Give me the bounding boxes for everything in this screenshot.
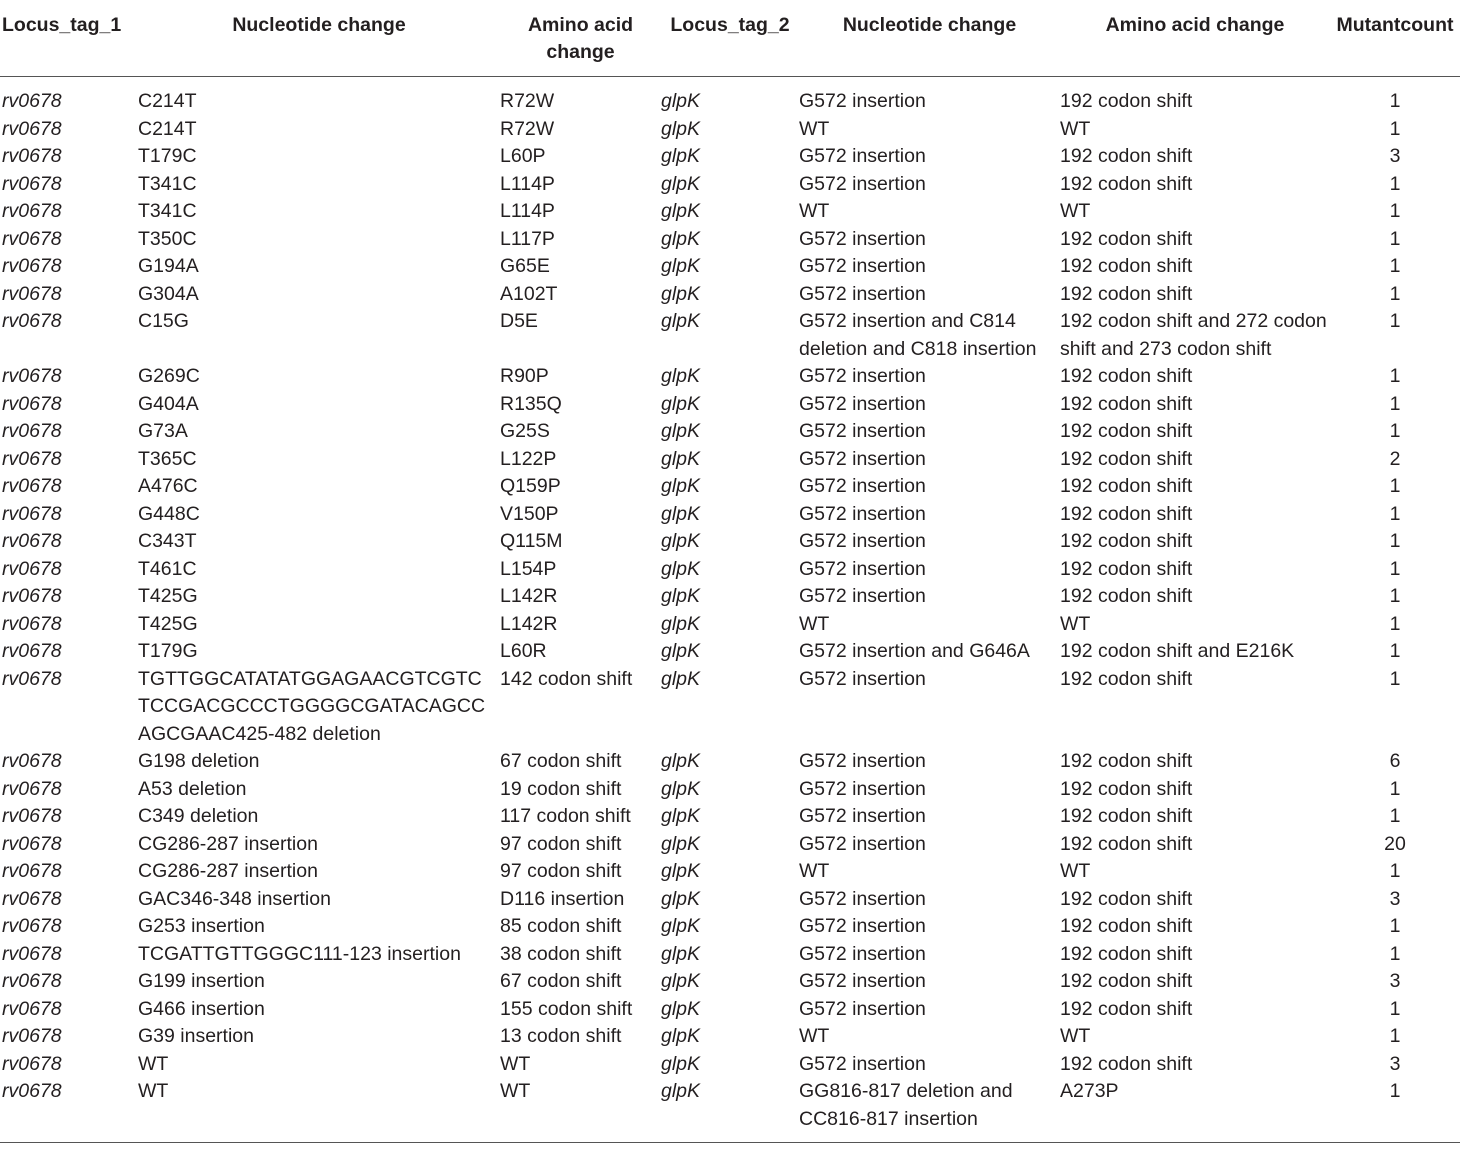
cell-mutant-count: 1 [1389,557,1401,580]
table-row [0,143,1460,171]
cell-nucleotide-change-1: T461C [138,557,197,580]
table-row [0,446,1460,474]
cell-amino-acid-change-2: A273P [1060,1080,1119,1102]
table-header [0,0,1460,77]
cell-locus-tag-2: glpK [661,255,701,277]
cell-nucleotide-change-1: A476C [138,475,198,497]
cell-locus-tag-1: rv0678 [2,942,62,965]
cell-amino-acid-change-2: 192 codon shift [1060,942,1193,965]
cell-mutant-count: 3 [1389,970,1401,992]
cell-nucleotide-change-2: G572 insertion [799,530,926,552]
cell-amino-acid-change-2: 192 codon shift [1060,832,1193,855]
cell-mutant-count: 1 [1389,777,1401,800]
cell-amino-acid-change-1: 155 codon shift [500,997,633,1020]
cell-mutant-count: 2 [1389,447,1401,470]
cell-nucleotide-change-2: G572 insertion [799,420,926,442]
cell-amino-acid-change-1: 19 codon shift [500,777,622,800]
cell-amino-acid-change-2: 192 codon shift [1060,392,1193,415]
cell-mutant-count: 1 [1389,805,1401,827]
cell-nucleotide-change-1: C343T [138,530,197,552]
table-row [0,666,1460,749]
cell-locus-tag-2: glpK [661,392,701,415]
table-row [0,583,1460,611]
cell-mutant-count: 1 [1389,942,1401,965]
cell-mutant-count: 1 [1389,172,1401,195]
cell-mutant-count: 1 [1389,612,1401,635]
cell-locus-tag-2: glpK [661,612,701,635]
cell-amino-acid-change-2: 192 codon shift [1060,475,1193,497]
table-row [0,198,1460,226]
cell-nucleotide-change-1: G304A [138,282,199,305]
cell-mutant-count: 1 [1389,310,1401,332]
cell-nucleotide-change-1: C349 deletion [138,805,259,827]
cell-mutant-count: 1 [1389,1080,1401,1102]
cell-locus-tag-1: rv0678 [2,640,62,662]
cell-mutant-count: 20 [1384,832,1406,855]
cell-locus-tag-2: glpK [661,640,701,662]
cell-locus-tag-2: glpK [661,970,701,992]
cell-mutant-count: 1 [1389,502,1401,525]
cell-locus-tag-1: rv0678 [2,475,62,497]
cell-nucleotide-change-2: G572 insertion [799,90,926,112]
cell-amino-acid-change-1: L60P [500,145,546,167]
cell-locus-tag-2: glpK [661,1025,701,1047]
cell-locus-tag-2: glpK [661,310,701,332]
cell-nucleotide-change-2: GG816-817 deletion and CC816-817 insertion [799,1080,1013,1130]
cell-locus-tag-1: rv0678 [2,392,62,415]
cell-locus-tag-2: glpK [661,942,701,965]
cell-amino-acid-change-1: 67 codon shift [500,970,622,992]
cell-nucleotide-change-1: G199 insertion [138,970,265,992]
cell-locus-tag-2: glpK [661,200,701,222]
cell-nucleotide-change-2: WT [799,860,830,882]
cell-amino-acid-change-1: V150P [500,502,559,525]
cell-amino-acid-change-2: 192 codon shift [1060,585,1193,607]
cell-nucleotide-change-2: G572 insertion [799,557,926,580]
cell-locus-tag-2: glpK [661,805,701,827]
cell-mutant-count: 1 [1389,997,1401,1020]
cell-locus-tag-2: glpK [661,997,701,1020]
cell-locus-tag-2: glpK [661,447,701,470]
table-row [0,1051,1460,1079]
table-row [0,473,1460,501]
cell-locus-tag-2: glpK [661,227,701,250]
cell-nucleotide-change-1: G39 insertion [138,1025,254,1047]
cell-mutant-count: 1 [1389,282,1401,305]
table-row [0,528,1460,556]
cell-locus-tag-1: rv0678 [2,227,62,250]
cell-amino-acid-change-1: L154P [500,557,557,580]
cell-nucleotide-change-1: GAC346-348 insertion [138,887,331,910]
cell-locus-tag-2: glpK [661,90,701,112]
cell-amino-acid-change-2: WT [1060,200,1091,222]
cell-amino-acid-change-1: G25S [500,420,550,442]
cell-amino-acid-change-2: WT [1060,1025,1091,1047]
cell-nucleotide-change-1: G194A [138,255,199,277]
cell-amino-acid-change-2: 192 codon shift [1060,530,1193,552]
cell-locus-tag-2: glpK [661,282,701,305]
table-row [0,501,1460,529]
cell-amino-acid-change-1: D116 insertion [500,887,625,910]
cell-locus-tag-2: glpK [661,777,701,800]
cell-amino-acid-change-2: 192 codon shift [1060,750,1193,772]
cell-amino-acid-change-1: R72W [500,90,555,112]
cell-locus-tag-2: glpK [661,117,701,140]
table-row [0,638,1460,666]
cell-locus-tag-1: rv0678 [2,90,62,112]
cell-nucleotide-change-2: G572 insertion and G646A [799,640,1030,662]
cell-amino-acid-change-1: D5E [500,310,538,332]
cell-amino-acid-change-2: 192 codon shift [1060,255,1193,277]
cell-locus-tag-1: rv0678 [2,365,62,387]
cell-amino-acid-change-1: 13 codon shift [500,1025,622,1047]
cell-locus-tag-1: rv0678 [2,255,62,277]
cell-nucleotide-change-1: G198 deletion [138,750,260,772]
cell-locus-tag-2: glpK [661,750,701,772]
cell-nucleotide-change-2: G572 insertion [799,832,926,855]
cell-amino-acid-change-1: 97 codon shift [500,860,622,882]
table-row [0,1078,1460,1143]
cell-locus-tag-2: glpK [661,860,701,882]
cell-mutant-count: 1 [1389,420,1401,442]
cell-mutant-count: 6 [1389,750,1401,772]
cell-nucleotide-change-1: T179C [138,145,197,167]
cell-nucleotide-change-2: G572 insertion [799,365,926,387]
cell-amino-acid-change-2: 192 codon shift [1060,1052,1193,1075]
table-row [0,913,1460,941]
header-amino-acid-change-1: Amino acid change [500,0,661,77]
cell-amino-acid-change-2: 192 codon shift [1060,365,1193,387]
header-row [0,0,1460,77]
cell-mutant-count: 3 [1389,145,1401,167]
cell-locus-tag-1: rv0678 [2,1025,62,1047]
cell-mutant-count: 1 [1389,227,1401,250]
header-nucleotide-change-1: Nucleotide change [138,0,500,77]
table-row [0,556,1460,584]
cell-mutant-count: 1 [1389,475,1401,497]
cell-nucleotide-change-1: T425G [138,612,198,635]
cell-nucleotide-change-1: G73A [138,420,188,442]
cell-locus-tag-2: glpK [661,667,701,690]
cell-locus-tag-1: rv0678 [2,557,62,580]
cell-amino-acid-change-1: Q115M [500,530,563,552]
cell-nucleotide-change-2: G572 insertion [799,392,926,415]
cell-nucleotide-change-1: A53 deletion [138,777,247,800]
table-row [0,996,1460,1024]
cell-locus-tag-2: glpK [661,530,701,552]
table-row [0,281,1460,309]
cell-nucleotide-change-2: G572 insertion [799,915,926,937]
cell-locus-tag-1: rv0678 [2,530,62,552]
cell-mutant-count: 1 [1389,200,1401,222]
header-locus-tag-1: Locus_tag_1 [0,0,138,77]
cell-nucleotide-change-2: G572 insertion and C814 deletion and C818 insertion [799,310,1037,360]
table-body [0,77,1460,1143]
table-row [0,363,1460,391]
cell-nucleotide-change-1: CG286-287 insertion [138,832,318,855]
cell-locus-tag-2: glpK [661,832,701,855]
cell-locus-tag-2: glpK [661,557,701,580]
cell-nucleotide-change-1: WT [138,1052,169,1075]
cell-locus-tag-1: rv0678 [2,860,62,882]
cell-amino-acid-change-2: 192 codon shift [1060,502,1193,525]
cell-nucleotide-change-2: G572 insertion [799,970,926,992]
cell-nucleotide-change-2: G572 insertion [799,1052,926,1075]
cell-mutant-count: 1 [1389,392,1401,415]
cell-locus-tag-1: rv0678 [2,887,62,910]
table-row [0,308,1460,363]
cell-amino-acid-change-1: L117P [500,227,555,250]
cell-amino-acid-change-1: R135Q [500,392,562,415]
cell-mutant-count: 1 [1389,365,1401,387]
cell-nucleotide-change-2: G572 insertion [799,585,926,607]
table-row [0,611,1460,639]
cell-amino-acid-change-2: 192 codon shift [1060,667,1193,690]
table-row [0,968,1460,996]
cell-locus-tag-1: rv0678 [2,172,62,195]
cell-locus-tag-2: glpK [661,1080,701,1102]
cell-mutant-count: 3 [1389,1052,1401,1075]
cell-nucleotide-change-1: TCGATTGTTGGGC111-123 insertion [138,942,461,965]
cell-nucleotide-change-2: G572 insertion [799,997,926,1020]
cell-nucleotide-change-1: T425G [138,585,198,607]
cell-amino-acid-change-2: 192 codon shift and E216K [1060,640,1295,662]
cell-amino-acid-change-2: 192 codon shift and 272 codon shift and 273 codon shift [1060,310,1327,360]
cell-nucleotide-change-1: C214T [138,90,197,112]
cell-amino-acid-change-2: 192 codon shift [1060,90,1193,112]
cell-nucleotide-change-2: G572 insertion [799,282,926,305]
cell-locus-tag-1: rv0678 [2,502,62,525]
cell-nucleotide-change-1: CG286-287 insertion [138,860,318,882]
cell-locus-tag-2: glpK [661,585,701,607]
cell-nucleotide-change-1: T179G [138,640,198,662]
cell-amino-acid-change-2: 192 codon shift [1060,887,1193,910]
cell-amino-acid-change-1: Q159P [500,475,561,497]
cell-locus-tag-2: glpK [661,172,701,195]
cell-nucleotide-change-1: T350C [138,227,197,250]
cell-nucleotide-change-2: G572 insertion [799,750,926,772]
header-locus-tag-2: Locus_tag_2 [661,0,799,77]
cell-amino-acid-change-2: WT [1060,117,1091,140]
cell-locus-tag-1: rv0678 [2,750,62,772]
cell-amino-acid-change-2: 192 codon shift [1060,282,1193,305]
table-row [0,858,1460,886]
header-nucleotide-change-2: Nucleotide change [799,0,1060,77]
table-row [0,803,1460,831]
cell-amino-acid-change-1: R72W [500,117,555,140]
cell-amino-acid-change-1: 38 codon shift [500,942,622,965]
cell-locus-tag-1: rv0678 [2,282,62,305]
table-row [0,831,1460,859]
cell-nucleotide-change-2: G572 insertion [799,777,926,800]
cell-amino-acid-change-2: 192 codon shift [1060,915,1193,937]
cell-nucleotide-change-2: G572 insertion [799,667,926,690]
cell-locus-tag-1: rv0678 [2,420,62,442]
cell-mutant-count: 1 [1389,640,1401,662]
cell-locus-tag-1: rv0678 [2,970,62,992]
cell-locus-tag-1: rv0678 [2,915,62,937]
cell-nucleotide-change-2: G572 insertion [799,172,926,195]
cell-nucleotide-change-2: G572 insertion [799,475,926,497]
cell-amino-acid-change-2: 192 codon shift [1060,997,1193,1020]
cell-nucleotide-change-2: G572 insertion [799,145,926,167]
cell-locus-tag-2: glpK [661,887,701,910]
cell-locus-tag-1: rv0678 [2,805,62,827]
cell-nucleotide-change-2: WT [799,612,830,635]
cell-nucleotide-change-1: G404A [138,392,199,415]
cell-amino-acid-change-1: WT [500,1080,531,1102]
cell-nucleotide-change-1: G269C [138,365,200,387]
cell-nucleotide-change-1: TGTTGGCATATATGGAGAACGTCGTCTCCGACGCCCTGGGGCGATACAGCCAGCGAAC425-482 deletion [138,667,486,745]
cell-locus-tag-1: rv0678 [2,667,62,690]
cell-mutant-count: 1 [1389,530,1401,552]
cell-locus-tag-2: glpK [661,145,701,167]
cell-locus-tag-2: glpK [661,1052,701,1075]
cell-nucleotide-change-2: G572 insertion [799,447,926,470]
cell-amino-acid-change-2: 192 codon shift [1060,172,1193,195]
cell-nucleotide-change-1: T365C [138,447,197,470]
cell-locus-tag-1: rv0678 [2,145,62,167]
cell-locus-tag-2: glpK [661,915,701,937]
cell-amino-acid-change-1: L114P [500,172,555,195]
cell-amino-acid-change-2: 192 codon shift [1060,227,1193,250]
cell-nucleotide-change-2: WT [799,117,830,140]
cell-amino-acid-change-2: 192 codon shift [1060,420,1193,442]
cell-locus-tag-1: rv0678 [2,585,62,607]
table-row [0,116,1460,144]
cell-nucleotide-change-1: G253 insertion [138,915,265,937]
cell-nucleotide-change-1: G448C [138,502,200,525]
cell-locus-tag-1: rv0678 [2,310,62,332]
cell-locus-tag-2: glpK [661,502,701,525]
cell-locus-tag-1: rv0678 [2,117,62,140]
table-row [0,418,1460,446]
cell-amino-acid-change-2: WT [1060,860,1091,882]
cell-amino-acid-change-1: A102T [500,282,558,305]
cell-locus-tag-1: rv0678 [2,612,62,635]
cell-locus-tag-1: rv0678 [2,997,62,1020]
cell-amino-acid-change-2: 192 codon shift [1060,557,1193,580]
table-row [0,1023,1460,1051]
cell-mutant-count: 1 [1389,667,1401,690]
cell-amino-acid-change-1: 97 codon shift [500,832,622,855]
cell-nucleotide-change-2: G572 insertion [799,227,926,250]
table-row [0,391,1460,419]
cell-amino-acid-change-1: L142R [500,585,558,607]
table-row [0,748,1460,776]
cell-amino-acid-change-1: 117 codon shift [500,805,631,827]
cell-amino-acid-change-1: 85 codon shift [500,915,622,937]
cell-locus-tag-1: rv0678 [2,447,62,470]
cell-amino-acid-change-2: 192 codon shift [1060,777,1193,800]
cell-locus-tag-1: rv0678 [2,832,62,855]
cell-mutant-count: 1 [1389,1025,1401,1047]
cell-nucleotide-change-1: T341C [138,172,197,195]
cell-mutant-count: 1 [1389,255,1401,277]
cell-nucleotide-change-2: WT [799,1025,830,1047]
cell-mutant-count: 1 [1389,90,1401,112]
cell-amino-acid-change-2: 192 codon shift [1060,970,1193,992]
cell-locus-tag-2: glpK [661,365,701,387]
header-amino-acid-change-2: Amino acid change [1060,0,1330,77]
table-row [0,886,1460,914]
cell-nucleotide-change-1: C15G [138,310,189,332]
cell-amino-acid-change-1: 142 codon shift [500,667,633,690]
cell-nucleotide-change-2: G572 insertion [799,887,926,910]
cell-amino-acid-change-1: R90P [500,365,549,387]
cell-amino-acid-change-1: 67 codon shift [500,750,622,772]
cell-amino-acid-change-1: L60R [500,640,547,662]
header-mutant-count: Mutantcount [1330,0,1460,77]
cell-locus-tag-1: rv0678 [2,200,62,222]
cell-amino-acid-change-2: WT [1060,612,1091,635]
cell-amino-acid-change-1: L114P [500,200,555,222]
table-row [0,171,1460,199]
cell-locus-tag-1: rv0678 [2,1080,62,1102]
cell-nucleotide-change-2: WT [799,200,830,222]
table-row [0,776,1460,804]
cell-mutant-count: 1 [1389,860,1401,882]
table-row [0,77,1460,116]
cell-amino-acid-change-1: G65E [500,255,550,277]
table-row [0,226,1460,254]
table-row [0,253,1460,281]
cell-nucleotide-change-2: G572 insertion [799,502,926,525]
cell-amino-acid-change-2: 192 codon shift [1060,447,1193,470]
cell-nucleotide-change-1: WT [138,1080,169,1102]
cell-mutant-count: 1 [1389,117,1401,140]
cell-amino-acid-change-1: L122P [500,447,557,470]
cell-locus-tag-1: rv0678 [2,777,62,800]
cell-nucleotide-change-2: G572 insertion [799,942,926,965]
cell-amino-acid-change-1: L142R [500,612,558,635]
cell-nucleotide-change-2: G572 insertion [799,805,926,827]
cell-locus-tag-2: glpK [661,420,701,442]
cell-nucleotide-change-1: T341C [138,200,197,222]
cell-amino-acid-change-2: 192 codon shift [1060,805,1193,827]
cell-mutant-count: 1 [1389,585,1401,607]
cell-amino-acid-change-1: WT [500,1052,531,1075]
cell-mutant-count: 1 [1389,915,1401,937]
cell-nucleotide-change-1: C214T [138,117,197,140]
cell-locus-tag-1: rv0678 [2,1052,62,1075]
cell-locus-tag-2: glpK [661,475,701,497]
cell-nucleotide-change-2: G572 insertion [799,255,926,277]
cell-nucleotide-change-1: G466 insertion [138,997,265,1020]
cell-mutant-count: 3 [1389,887,1401,910]
table-row [0,941,1460,969]
cell-amino-acid-change-2: 192 codon shift [1060,145,1193,167]
